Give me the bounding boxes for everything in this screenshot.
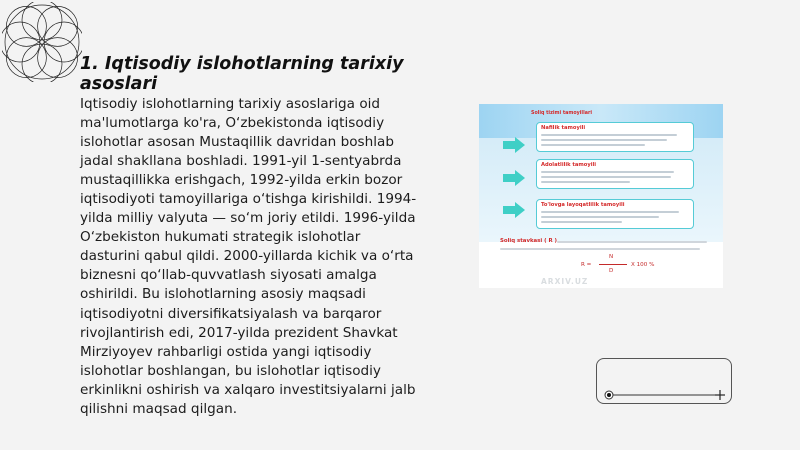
formula-lhs: R = xyxy=(581,262,592,268)
blurred-text-line xyxy=(541,171,674,173)
blurred-text-line xyxy=(541,216,659,218)
blurred-text-line xyxy=(557,241,707,243)
slider-track xyxy=(597,359,733,405)
geometric-circle-decoration-icon xyxy=(2,2,82,82)
page-title: 1. Iqtisodiy islohotlarning tarixiy asoslari xyxy=(80,54,404,94)
blurred-text-line xyxy=(541,144,645,146)
principle-box xyxy=(536,199,694,229)
principle-box xyxy=(536,159,694,189)
formula-numerator: N xyxy=(609,254,614,260)
arrow-right-icon xyxy=(503,202,525,218)
principle-box-title: To'lovga layoqatlilik tamoyili xyxy=(541,202,625,208)
blurred-text-line xyxy=(541,139,667,141)
body-paragraph: Iqtisodiy islohotlarning tarixiy asoslariga oid ma'lumotlarga ko'ra, O‘zbekistonda iqtisodiy islohotlar asosan Mustaqillik davridan boshlab jadal shakllana boshladi. 1991-yil 1-sentyabrda mustaqillikka erishgach, 1992-yilda erkin bozor iqtisodiyoti tamoyillariga o‘tishga kirishildi. 1994-yilda milliy valyuta — so‘m joriy etildi. 1996-yilda O‘zbekiston hukumati strategik islohotlar dasturini qabul qildi. 2000-yillarda kichik va o‘rta biznesni qo‘llab-quvvatlash siyosati amalga oshirildi. Bu islohotlarning asosiy maqsadi iqtisodiyotni diversifikatsiyalash va barqaror rivojlantirish edi, 2017-yilda prezident Shavkat Mirziyoyev rahbarligi ostida yangi iqtisodiy islohotlar boshlangan, bu islohotlar iqtisodiy erkinlikni oshirish va xalqaro investitsiyalarni jalb qilishni maqsad qilgan. xyxy=(80,96,417,417)
tax-rate-label: Soliq stavkasi ( R ) xyxy=(500,238,557,244)
blurred-text-line xyxy=(500,248,700,250)
media-slider-control[interactable] xyxy=(596,358,732,404)
principle-box-title: Adolatlilik tamoyili xyxy=(541,162,597,168)
tax-principles-image xyxy=(479,104,723,288)
formula-denominator: D xyxy=(609,268,614,274)
blurred-text-line xyxy=(541,134,677,136)
blurred-text-line xyxy=(541,221,622,223)
image-watermark: ARXIV.UZ xyxy=(541,277,589,286)
principle-box-title: Nafilik tamoyili xyxy=(541,125,586,131)
arrow-right-icon xyxy=(503,170,525,186)
tax-rate-formula xyxy=(581,254,671,278)
formula-rhs: X 100 % xyxy=(631,262,655,268)
blurred-text-line xyxy=(541,181,630,183)
image-heading: Soliq tizimi tamoyillari xyxy=(531,111,592,116)
principle-box xyxy=(536,122,694,152)
blurred-text-line xyxy=(541,176,671,178)
arrow-right-icon xyxy=(503,137,525,153)
formula-fraction-bar xyxy=(599,264,627,265)
blurred-text-line xyxy=(541,211,679,213)
